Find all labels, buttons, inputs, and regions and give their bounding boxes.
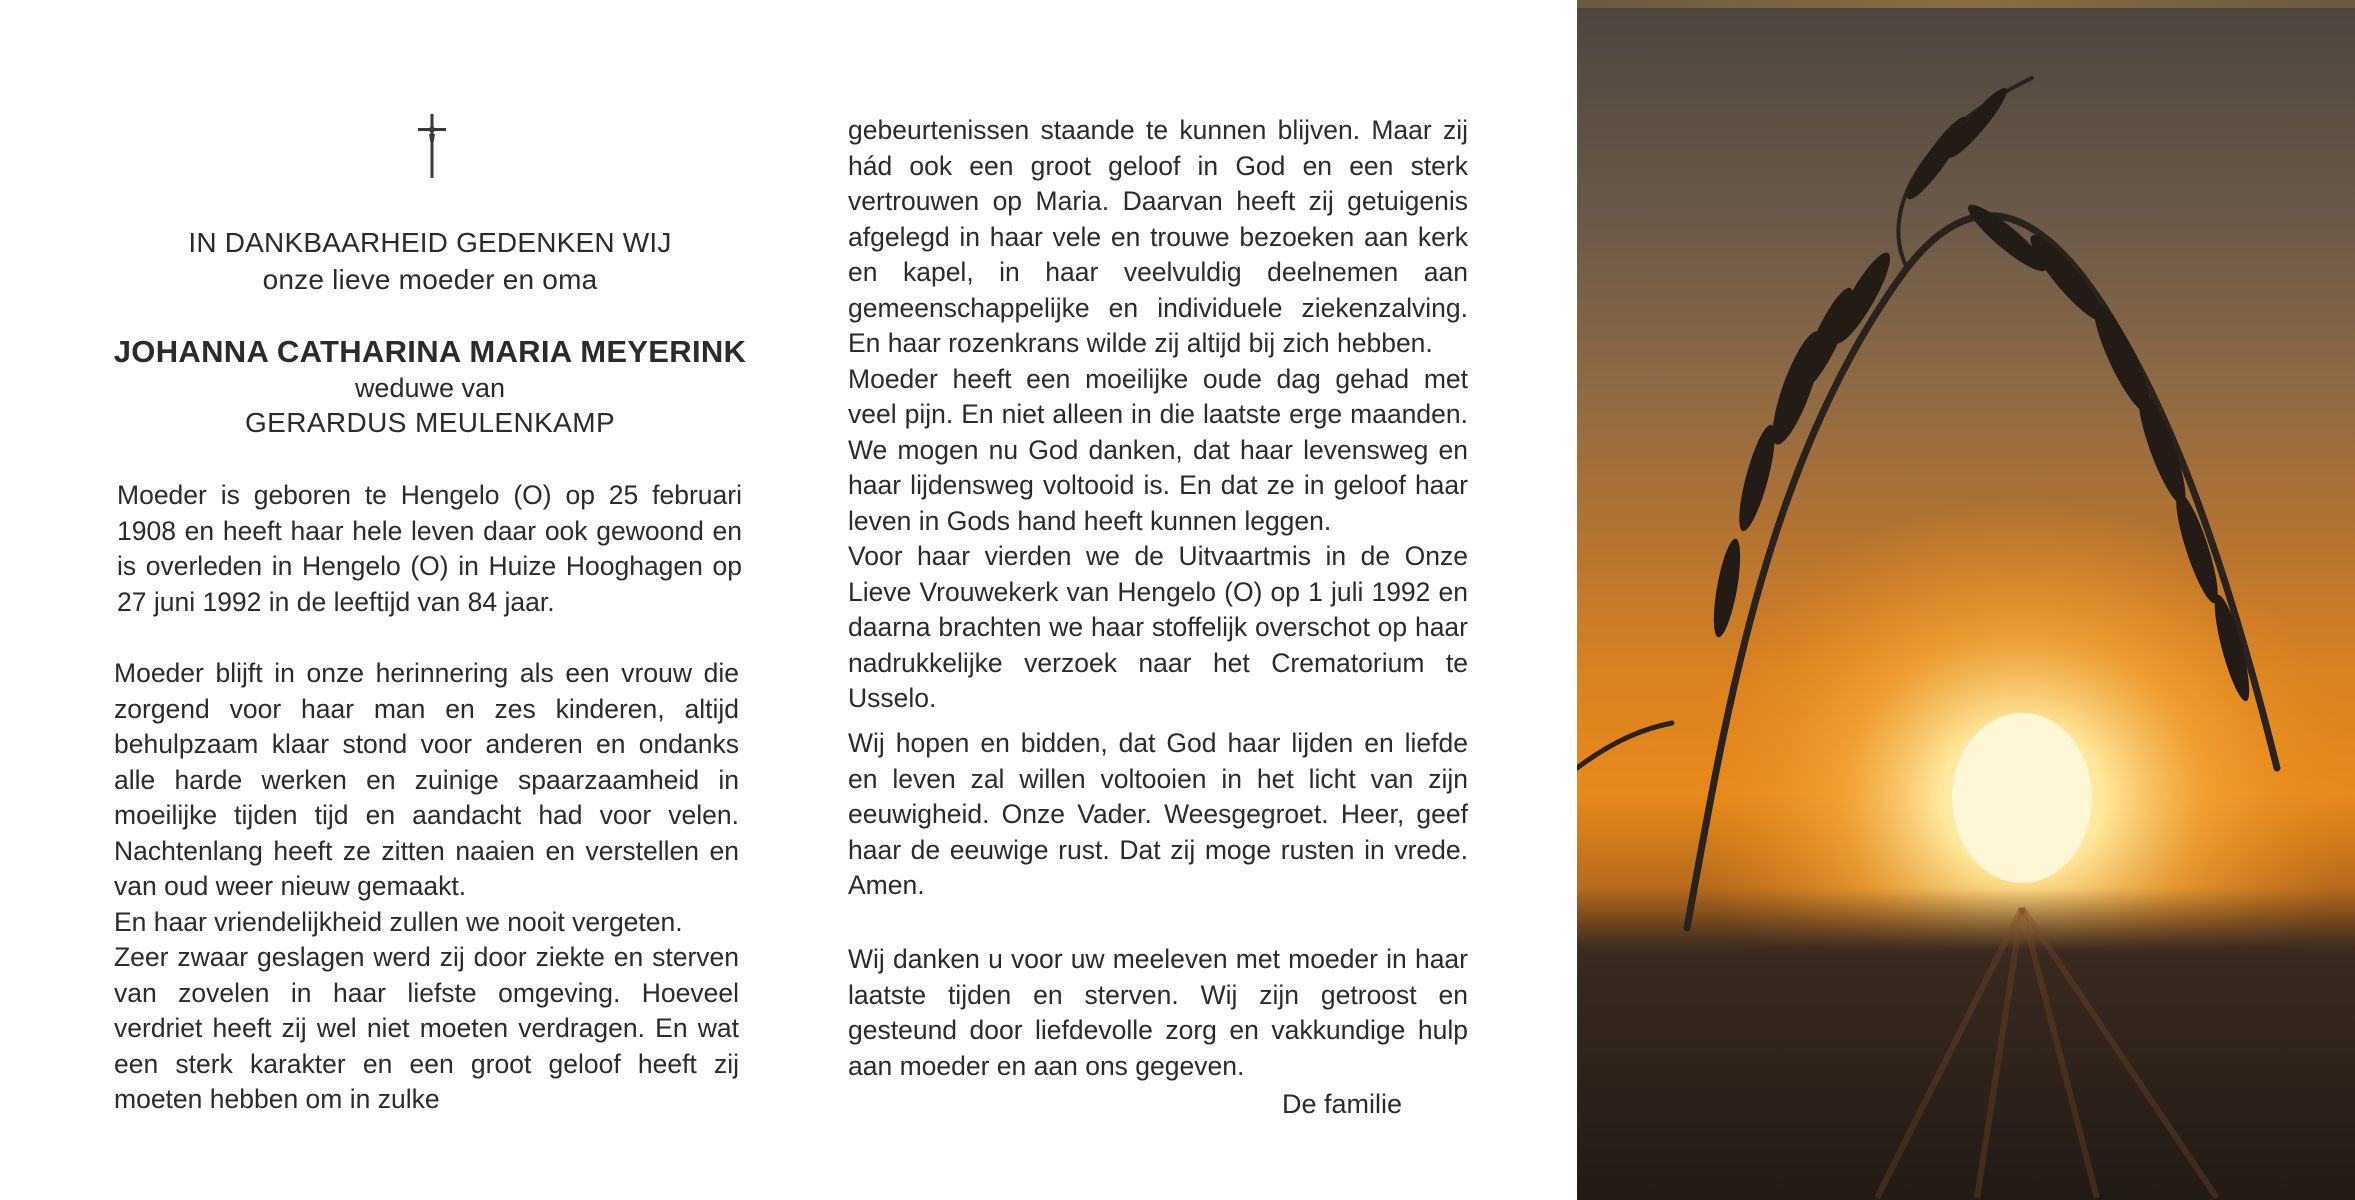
deceased-name: JOHANNA CATHARINA MARIA MEYERINK [113, 334, 747, 369]
old-age-text: Moeder heeft een moeilijke oude dag gehad met veel pijn. En niet alleen in die laatste erge maanden. We mogen nu God danken, dat haar levensweg en haar lijdensweg voltooid is. En dat ze in geloof haar leven in Gods hand heeft kunnen leggen. [848, 363, 1468, 536]
husband-name: GERARDUS MEULENKAMP [244, 407, 616, 438]
thanks-paragraph [848, 942, 1468, 1084]
deceased-name-block [110, 332, 750, 441]
prayer-text: Wij hopen en bidden, dat God haar lijden en liefde en leven zal willen voltooien in het licht van zijn eeuwigheid. Onze Vader. Weesgegroet. Heer, geef haar de eeuwige rust. Dat zij moge rusten in vrede. Amen. [848, 728, 1468, 900]
birth-paragraph [117, 478, 742, 620]
field-ground [1577, 888, 2355, 1200]
sun-disc [1952, 713, 2092, 883]
heading-line-2: onze lieve moeder en oma [262, 264, 598, 295]
crucifix-icon [412, 112, 452, 182]
sunset-wheat-photo [1577, 8, 2355, 1200]
relation-text: weduwe van [354, 373, 506, 403]
heading-line-1: IN DANKBAARHEID GEDENKEN WIJ [188, 227, 672, 258]
funeral-text: Voor haar vierden we de Uitvaartmis in de Onze Lieve Vrouwekerk van Hengelo (O) op 1 juli 1992 en daarna brachten we haar stoffelijk overschot op haar nadrukkelijke verzoek naar het Crematorium te Usselo. [848, 541, 1468, 713]
memory-paragraph [114, 656, 739, 1118]
photo-illustration [1577, 8, 2355, 1200]
faith-text: gebeurtenissen staande te kunnen blijven. Maar zij hád ook een groot geloof in God en een sterk vertrouwen op Maria. Daarvan heeft zij getuigenis afgelegd in haar vele en trouwe bezoeken aan kerk en kapel, in haar veelvuldig deelnemen aan gemeenschappelijke en individuele ziekenzalving. En haar rozenkrans wilde zij altijd bij zich hebben. [848, 115, 1468, 358]
signoff: De familie [1282, 1089, 1403, 1119]
thanks-text: Wij danken u voor uw meeleven met moeder in haar laatste tijden en sterven. Wij zijn getroost en gesteund door liefdevolle zorg en vakkundige hulp aan moeder en aan ons gegeven. [848, 944, 1468, 1081]
birth-text: Moeder is geboren te Hengelo (O) op 25 februari 1908 en heeft haar hele leven daar ook gewoond en is overleden in Hengelo (O) in Huize Hooghagen op 27 juni 1992 in de leeftijd van 84 jaar. [117, 480, 742, 617]
faith-paragraph [848, 113, 1468, 717]
memory-text: Moeder blijft in onze herinnering als een vrouw die zorgend voor haar man en zes kinderen, altijd behulpzaam klaar stond voor anderen en ondanks alle harde werken en zuinige spaarzaamheid in moeilijke tijden tijd en aandacht had voor velen. Nachtenlang heeft ze zitten naaien en verstellen en van oud weer nieuw gemaakt. [114, 658, 739, 901]
heading [110, 224, 750, 298]
prayer-paragraph [848, 726, 1468, 904]
kindness-text: En haar vriendelijkheid zullen we nooit vergeten. [114, 906, 683, 937]
hardship-text: Zeer zwaar geslagen werd zij door ziekte en sterven van zovelen in haar liefste omgeving. Hoeveel verdriet heeft zij wel niet moeten verdragen. En wat een sterk karakter en een groot geloof heeft zij moeten hebben om in zulke [114, 942, 739, 1114]
